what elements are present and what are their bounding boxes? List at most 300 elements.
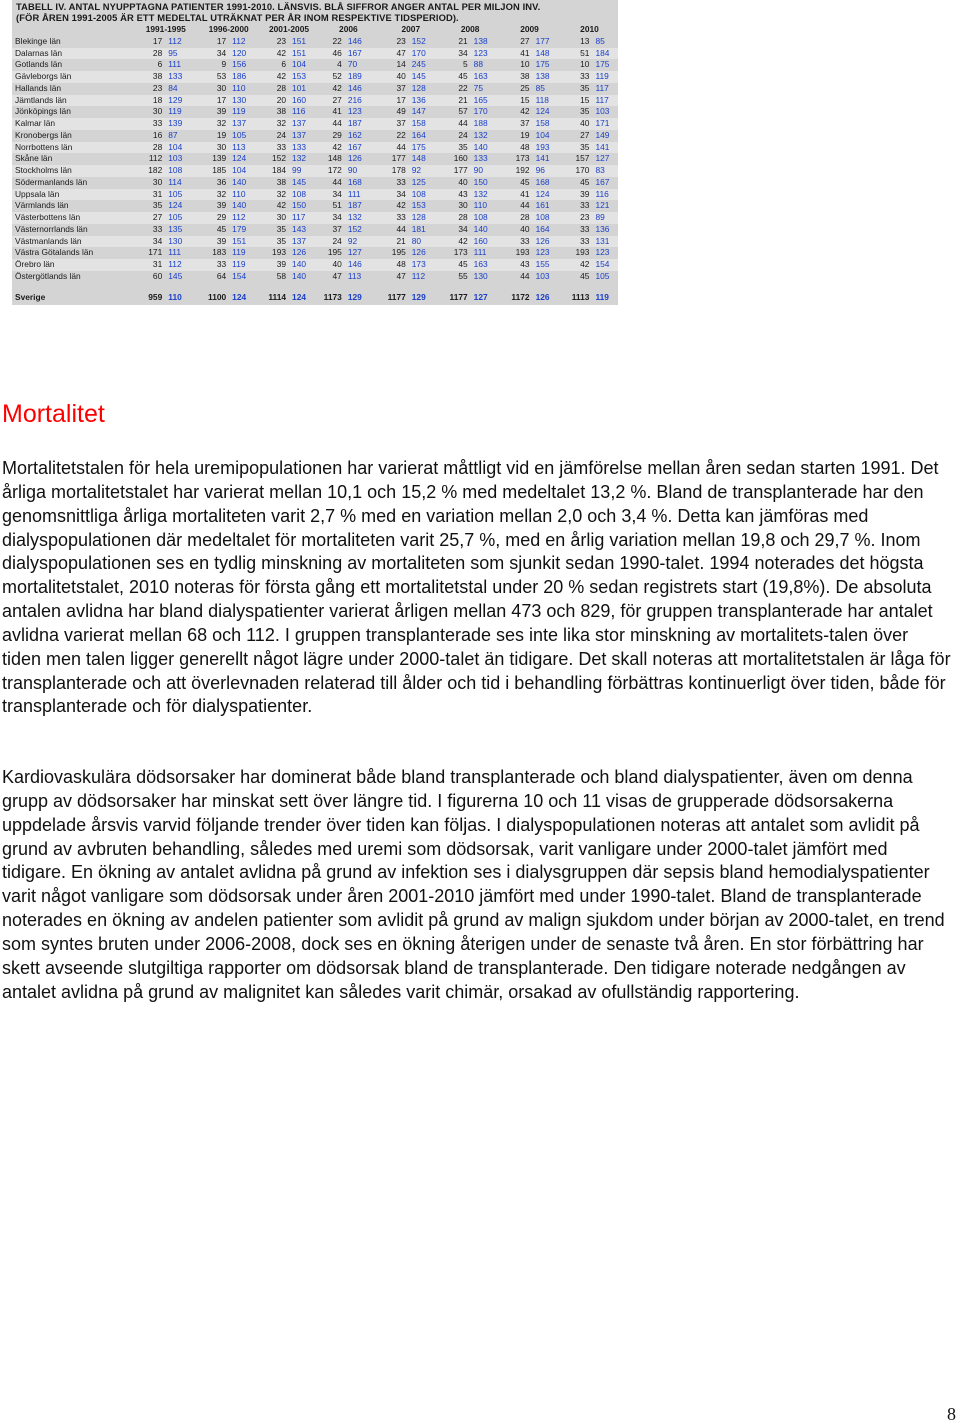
patient-count: 1177 xyxy=(449,291,468,302)
patient-count: 25 xyxy=(520,82,530,93)
patient-count: 44 xyxy=(520,200,530,211)
region-name: Södermanlands län xyxy=(15,176,88,187)
patient-count: 1114 xyxy=(268,291,287,302)
patient-count: 160 xyxy=(453,153,468,164)
patient-count: 33 xyxy=(561,71,593,83)
patient-count: 37 xyxy=(498,118,534,130)
patient-count: 40 xyxy=(317,259,345,271)
patient-count: 28 xyxy=(442,212,471,224)
paragraph-causes-of-death: Kardiovaskulära dödsorsaker har dominerat både bland transplanterade och bland dialyspatienter, även om denna grupp av dödsorsaker har minskat sett över längre tid. I figurerna 10 och 11 visas de grupperade dödsorsakerna uppdelade årsvis varvid följande trender över tiden kan följas. I dialyspopulationen noteras att antalet som avlidit på grund av avbruten behandling, således med uremi som dödsorsak, varit vanligare under 2000-talet jämfört med tidigare. En ökning av antalet avlidna på grund av infektion ses i dialysgruppen där sepsis bland hemodialyspatienter varit något vanligare som dödsorsak under åren 2001-2010 jämfört med under 1990-talet. Bland de transplanterade noterades en ökning av andelen patienter som avlidit på grund av malign sjukdom under början av 2000-talet, en trend som syntes bruten under 2006-2008, dock ses en ökning återigen under de senaste två åren. En stor förbättring har skett avseende slutgiltiga rapporter om dödsorsak bland de transplanterade. Den tidigare noterade nedgången av antalet avlidna på grund av malignitet kan således varit chimär, orsakad av ofullständig rapportering. xyxy=(2,767,945,1002)
per-million-count: 153 xyxy=(290,71,317,83)
per-million-count: 181 xyxy=(411,223,426,234)
table-header-row xyxy=(12,24,618,36)
patient-count: 40 xyxy=(379,71,409,83)
patient-count: 22 xyxy=(396,129,406,140)
per-million-count: 116 xyxy=(593,189,618,201)
patient-count: 34 xyxy=(458,223,468,234)
per-million-count: 135 xyxy=(168,223,183,234)
patient-count: 170 xyxy=(561,165,593,177)
per-million-count: 92 xyxy=(346,236,380,248)
table-row xyxy=(12,71,618,83)
patient-count: 23 xyxy=(561,212,593,224)
per-million-count: 108 xyxy=(290,189,317,201)
per-million-count: 104 xyxy=(292,59,307,70)
per-million-count: 126 xyxy=(535,291,550,302)
per-million-count: 150 xyxy=(473,176,488,187)
patient-count: 171 xyxy=(148,247,163,258)
region-name: Norrbottens län xyxy=(12,142,135,154)
per-million-count: 133 xyxy=(166,71,196,83)
per-million-count: 128 xyxy=(411,82,426,93)
patient-count: 33 xyxy=(261,142,290,154)
per-million-count: 84 xyxy=(168,82,178,93)
table-row xyxy=(12,36,618,48)
per-million-count: 124 xyxy=(534,189,561,201)
per-million-count: 145 xyxy=(292,176,307,187)
patient-count: 35 xyxy=(580,106,590,117)
spacer-cell xyxy=(12,283,618,292)
per-million-count: 119 xyxy=(168,106,182,117)
patient-count: 47 xyxy=(332,270,342,281)
per-million-count: 139 xyxy=(166,118,196,130)
per-million-count: 114 xyxy=(168,176,182,187)
patient-count: 42 xyxy=(276,200,287,211)
region-name: Blekinge län xyxy=(15,35,61,46)
patient-count: 39 xyxy=(561,189,593,201)
per-million-count: 132 xyxy=(472,189,498,201)
patient-count: 52 xyxy=(317,71,345,83)
per-million-count: 105 xyxy=(166,212,196,224)
header-blank xyxy=(12,24,135,36)
patient-count: 22 xyxy=(332,35,342,46)
table-row xyxy=(12,189,618,201)
region-name: Västerbottens län xyxy=(12,212,135,224)
patient-count: 33 xyxy=(135,118,166,130)
patient-count: 1177 xyxy=(387,291,406,302)
patient-count: 34 xyxy=(317,189,345,201)
patient-count: 6 xyxy=(281,59,287,70)
patient-count: 28 xyxy=(135,48,166,60)
per-million-count: 173 xyxy=(410,259,442,271)
per-million-count: 117 xyxy=(290,212,317,224)
table-row xyxy=(12,236,618,248)
table-row xyxy=(12,48,618,60)
patient-count: 44 xyxy=(520,270,530,281)
patient-count: 1100 xyxy=(208,291,227,302)
patient-count: 45 xyxy=(580,176,590,187)
table-row xyxy=(12,153,618,165)
patient-count: 35 xyxy=(261,236,290,248)
patient-count: 39 xyxy=(216,106,227,117)
patient-count: 51 xyxy=(561,48,593,60)
per-million-count: 158 xyxy=(534,118,561,130)
patient-count: 17 xyxy=(379,95,409,107)
per-million-count: 143 xyxy=(292,223,307,234)
per-million-count: 167 xyxy=(346,142,380,154)
patient-count: 177 xyxy=(391,153,406,164)
per-million-count: 125 xyxy=(411,176,426,187)
per-million-count: 110 xyxy=(168,291,182,302)
patient-count: 48 xyxy=(498,142,534,154)
patient-count: 195 xyxy=(327,247,342,258)
patient-count: 28 xyxy=(276,82,287,93)
region-name: Östergötlands län xyxy=(15,270,81,281)
patient-table xyxy=(12,24,618,303)
patient-count: 1113 xyxy=(571,291,590,302)
patient-count: 41 xyxy=(498,48,534,60)
per-million-count: 123 xyxy=(535,247,550,258)
per-million-count: 132 xyxy=(292,153,307,164)
table-row xyxy=(12,224,618,236)
patient-count: 195 xyxy=(391,247,406,258)
per-million-count: 147 xyxy=(411,106,426,117)
per-million-count: 168 xyxy=(347,176,362,187)
per-million-count: 177 xyxy=(535,35,550,46)
per-million-count: 137 xyxy=(290,236,317,248)
per-million-count: 126 xyxy=(534,236,561,248)
per-million-count: 145 xyxy=(410,71,442,83)
per-million-count: 119 xyxy=(232,106,246,117)
patient-count: 37 xyxy=(332,223,342,234)
per-million-count: 186 xyxy=(230,71,260,83)
patient-count: 1173 xyxy=(323,291,342,302)
per-million-count: 161 xyxy=(535,200,550,211)
per-million-count: 132 xyxy=(346,212,380,224)
patient-count: 37 xyxy=(379,118,409,130)
page-number: 8 xyxy=(947,1404,956,1424)
patient-count: 35 xyxy=(442,142,471,154)
patient-count: 33 xyxy=(498,236,534,248)
per-million-count: 116 xyxy=(292,106,306,117)
patient-count: 19 xyxy=(216,129,227,140)
patient-count: 42 xyxy=(561,259,593,271)
column-header: 2010 xyxy=(580,24,599,34)
column-header: 1996-2000 xyxy=(208,24,249,34)
per-million-count: 108 xyxy=(534,212,561,224)
region-name: Värmlands län xyxy=(15,200,69,211)
patient-count: 45 xyxy=(580,270,590,281)
per-million-count: 130 xyxy=(230,95,260,107)
region-name: Kronobergs län xyxy=(15,129,72,140)
per-million-count: 119 xyxy=(230,259,260,271)
table-row xyxy=(12,177,618,189)
per-million-count: 151 xyxy=(292,35,307,46)
per-million-count: 151 xyxy=(230,236,260,248)
region-name: Västra Götalands län xyxy=(15,247,94,258)
patient-count: 10 xyxy=(520,59,530,70)
paragraph-mortality: Mortalitetstalen för hela uremipopulationen har varierat måttligt vid en jämförelse mellan åren sedan starten 1991. Det årliga mortalitetstalet har varierat mellan 10,1 och 15,2 % med medeltalet 13,2 %. Bland de transplanterade har den genomsnittliga årliga mortaliteten varit 2,7 % med en variation mellan 2,0 och 3,4 %. Detta kan jämföras med dialyspopulationen där medeltalet för mortaliteten varit 25,7 %, med en årlig variation mellan 19,8 och 29,7 %. Inom dialyspopulationen ses en tydlig minskning av mortaliteten som sjunkit sedan 1990-talet. 1994 noterades det högsta mortalitetstalet, 2010 noteras för första gång ett mortalitetstal under 20 % sedan registrets start (19,8%). De absoluta antalen avlidna har bland dialyspatienter varierat årligen mellan 473 och 829, för gruppen transplanterade har antalet avlidna varierat mellan 68 och 112. I gruppen transplanterade ses inte lika stor minskning av mortalitets-talen över tiden men talen ligger generellt något lägre under 2000-talet än tidigare. Det skall noteras att mortalitetstalen är låga för transplanterade och att överlevnaden relaterad till ålder och tid i behandling förbättras kontinuerligt över tiden, både för transplanterade och för dialyspatienter. xyxy=(2,458,951,717)
per-million-count: 103 xyxy=(535,270,550,281)
patient-count: 9 xyxy=(221,59,227,70)
per-million-count: 113 xyxy=(230,142,260,154)
patient-count: 48 xyxy=(379,259,409,271)
patient-count: 13 xyxy=(580,35,590,46)
patient-count: 152 xyxy=(272,153,287,164)
per-million-count: 111 xyxy=(168,59,181,70)
per-million-count: 117 xyxy=(593,95,618,107)
patient-count: 44 xyxy=(442,118,471,130)
per-million-count: 146 xyxy=(346,259,380,271)
per-million-count: 167 xyxy=(595,176,610,187)
per-million-count: 85 xyxy=(535,82,545,93)
per-million-count: 155 xyxy=(534,259,561,271)
patient-count: 148 xyxy=(327,153,342,164)
patient-count: 27 xyxy=(580,129,590,140)
per-million-count: 187 xyxy=(347,200,362,211)
patient-count: 139 xyxy=(212,153,227,164)
patient-count: 34 xyxy=(197,48,230,60)
per-million-count: 119 xyxy=(595,291,609,302)
per-million-count: 141 xyxy=(535,153,550,164)
patient-count: 183 xyxy=(212,247,227,258)
column-header: 2009 xyxy=(520,24,539,34)
patient-count: 21 xyxy=(458,35,468,46)
column-header: 2006 xyxy=(339,24,358,34)
patient-count: 39 xyxy=(216,200,227,211)
patient-count: 57 xyxy=(458,106,468,117)
per-million-count: 175 xyxy=(595,59,610,70)
patient-count: 40 xyxy=(561,118,593,130)
per-million-count: 88 xyxy=(473,59,483,70)
table-row xyxy=(12,130,618,142)
per-million-count: 148 xyxy=(534,48,561,60)
patient-count: 959 xyxy=(148,291,163,302)
per-million-count: 104 xyxy=(230,165,260,177)
per-million-count: 140 xyxy=(290,259,317,271)
patient-count: 35 xyxy=(561,142,593,154)
per-million-count: 152 xyxy=(347,223,362,234)
per-million-count: 83 xyxy=(593,165,618,177)
per-million-count: 104 xyxy=(166,142,196,154)
per-million-count: 146 xyxy=(347,35,362,46)
table-row xyxy=(12,83,618,95)
patient-count: 30 xyxy=(152,106,163,117)
patient-count: 184 xyxy=(261,165,290,177)
per-million-count: 124 xyxy=(232,291,247,302)
patient-count: 42 xyxy=(261,71,290,83)
per-million-count: 171 xyxy=(593,118,618,130)
patient-count: 23 xyxy=(396,35,406,46)
per-million-count: 110 xyxy=(473,200,488,211)
patient-count: 41 xyxy=(498,189,534,201)
per-million-count: 164 xyxy=(411,129,426,140)
per-million-count: 111 xyxy=(346,189,380,201)
patient-count: 173 xyxy=(515,153,530,164)
per-million-count: 89 xyxy=(593,212,618,224)
per-million-count: 104 xyxy=(535,129,550,140)
patient-count: 17 xyxy=(216,35,227,46)
region-name: Västmanlands län xyxy=(12,236,135,248)
per-million-count: 111 xyxy=(473,247,487,258)
per-million-count: 153 xyxy=(411,200,426,211)
patient-count: 33 xyxy=(580,223,590,234)
per-million-count: 85 xyxy=(595,35,605,46)
patient-count: 32 xyxy=(197,189,230,201)
patient-count: 14 xyxy=(396,59,406,70)
per-million-count: 110 xyxy=(230,189,260,201)
per-million-count: 138 xyxy=(534,71,561,83)
per-million-count: 145 xyxy=(168,270,183,281)
patient-count: 23 xyxy=(152,82,163,93)
patient-count: 24 xyxy=(458,129,468,140)
per-million-count: 123 xyxy=(472,48,498,60)
patient-count: 177 xyxy=(442,165,471,177)
per-million-count: 112 xyxy=(411,270,426,281)
per-million-count: 103 xyxy=(595,106,610,117)
patient-count: 172 xyxy=(317,165,345,177)
patient-count: 45 xyxy=(442,259,471,271)
patient-count: 37 xyxy=(396,82,406,93)
per-million-count: 148 xyxy=(411,153,426,164)
per-million-count: 168 xyxy=(535,176,550,187)
column-header: 2001-2005 xyxy=(268,24,310,34)
patient-count: 46 xyxy=(317,48,345,60)
per-million-count: 140 xyxy=(292,270,307,281)
patient-count: 33 xyxy=(580,200,590,211)
per-million-count: 187 xyxy=(346,118,380,130)
per-million-count: 154 xyxy=(593,259,618,271)
per-million-count: 154 xyxy=(232,270,247,281)
patient-count: 53 xyxy=(197,71,230,83)
patient-count: 32 xyxy=(197,118,230,130)
patient-count: 21 xyxy=(442,95,471,107)
patient-count: 42 xyxy=(261,48,290,60)
per-million-count: 151 xyxy=(290,48,317,60)
patient-count: 38 xyxy=(498,71,534,83)
per-million-count: 108 xyxy=(410,189,442,201)
per-million-count: 175 xyxy=(410,142,442,154)
patient-count: 42 xyxy=(520,106,530,117)
patient-count: 157 xyxy=(575,153,590,164)
region-name: Kalmar län xyxy=(12,118,135,130)
per-million-count: 140 xyxy=(473,223,488,234)
per-million-count: 90 xyxy=(346,165,380,177)
patient-count: 17 xyxy=(197,95,230,107)
patient-count: 27 xyxy=(317,95,345,107)
patient-count: 42 xyxy=(442,236,471,248)
patient-count: 33 xyxy=(152,223,163,234)
patient-table-image xyxy=(12,0,618,305)
per-million-count: 156 xyxy=(232,59,247,70)
patient-count: 193 xyxy=(575,247,590,258)
patient-count: 41 xyxy=(332,106,342,117)
patient-count: 49 xyxy=(396,106,406,117)
patient-count: 40 xyxy=(458,176,468,187)
per-million-count: 140 xyxy=(472,142,498,154)
patient-count: 32 xyxy=(261,118,290,130)
patient-count: 31 xyxy=(135,259,166,271)
per-million-count: 110 xyxy=(232,82,246,93)
per-million-count: 179 xyxy=(232,223,247,234)
per-million-count: 101 xyxy=(292,82,307,93)
patient-count: 28 xyxy=(135,142,166,154)
patient-count: 19 xyxy=(520,129,530,140)
patient-count: 42 xyxy=(396,200,406,211)
per-million-count: 133 xyxy=(473,153,488,164)
per-million-count: 113 xyxy=(347,270,362,281)
per-million-count: 121 xyxy=(595,200,610,211)
per-million-count: 124 xyxy=(292,291,307,302)
per-million-count: 162 xyxy=(347,129,362,140)
patient-count: 178 xyxy=(379,165,409,177)
region-name: Uppsala län xyxy=(12,189,135,201)
patient-count: 22 xyxy=(458,82,468,93)
per-million-count: 118 xyxy=(534,95,561,107)
region-name: Gotlands län xyxy=(15,59,63,70)
patient-count: 35 xyxy=(276,223,287,234)
per-million-count: 245 xyxy=(411,59,426,70)
table-row xyxy=(12,106,618,118)
patient-count: 20 xyxy=(261,95,290,107)
patient-count: 33 xyxy=(197,259,230,271)
patient-count: 44 xyxy=(317,118,345,130)
patient-count: 27 xyxy=(135,212,166,224)
per-million-count: 108 xyxy=(166,165,196,177)
patient-count: 39 xyxy=(197,236,230,248)
per-million-count: 137 xyxy=(230,118,260,130)
per-million-count: 111 xyxy=(168,247,181,258)
per-million-count: 127 xyxy=(347,247,362,258)
per-million-count: 184 xyxy=(593,48,618,60)
per-million-count: 112 xyxy=(166,259,196,271)
per-million-count: 96 xyxy=(534,165,561,177)
per-million-count: 126 xyxy=(292,247,307,258)
patient-count: 33 xyxy=(379,212,409,224)
per-million-count: 123 xyxy=(595,247,610,258)
per-million-count: 136 xyxy=(595,223,610,234)
patient-count: 193 xyxy=(272,247,287,258)
per-million-count: 152 xyxy=(411,35,426,46)
patient-count: 45 xyxy=(520,176,530,187)
patient-count: 43 xyxy=(498,259,534,271)
column-header: 2008 xyxy=(460,24,480,34)
patient-count: 64 xyxy=(216,270,227,281)
patient-count: 5 xyxy=(463,59,468,70)
patient-count: 27 xyxy=(520,35,530,46)
per-million-count: 150 xyxy=(292,200,307,211)
per-million-count: 112 xyxy=(230,212,260,224)
patient-count: 47 xyxy=(379,48,409,60)
patient-count: 192 xyxy=(498,165,534,177)
per-million-count: 164 xyxy=(535,223,550,234)
patient-count: 51 xyxy=(332,200,342,211)
region-name: Jämtlands län xyxy=(12,95,135,107)
per-million-count: 95 xyxy=(166,48,196,60)
per-million-count: 136 xyxy=(410,95,442,107)
per-million-count: 165 xyxy=(472,95,498,107)
per-million-count: 130 xyxy=(166,236,196,248)
per-million-count: 130 xyxy=(473,270,488,281)
per-million-count: 119 xyxy=(232,247,246,258)
patient-count: 18 xyxy=(135,95,166,107)
per-million-count: 160 xyxy=(290,95,317,107)
patient-count: 40 xyxy=(520,223,530,234)
per-million-count: 129 xyxy=(411,291,426,302)
per-million-count: 105 xyxy=(166,189,196,201)
patient-count: 173 xyxy=(453,247,468,258)
patient-count: 34 xyxy=(135,236,166,248)
per-million-count: 188 xyxy=(472,118,498,130)
patient-count: 1172 xyxy=(511,291,530,302)
patient-count: 45 xyxy=(442,71,471,83)
per-million-count: 123 xyxy=(347,106,362,117)
patient-count: 16 xyxy=(152,129,163,140)
per-million-count: 112 xyxy=(168,35,182,46)
patient-count: 47 xyxy=(396,270,406,281)
table-row xyxy=(12,247,618,259)
per-million-count: 105 xyxy=(232,129,247,140)
per-million-count: 129 xyxy=(347,291,362,302)
